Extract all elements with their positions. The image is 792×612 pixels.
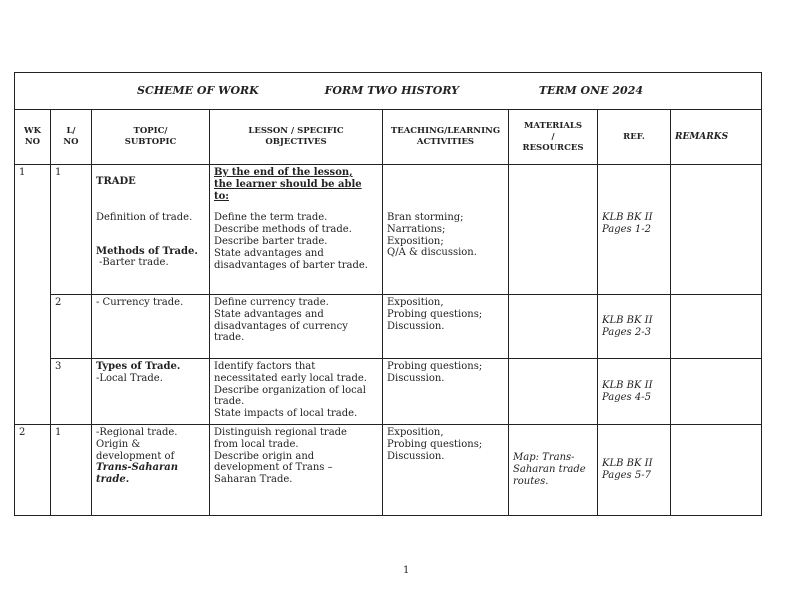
materials-cell: Map: Trans- Saharan trade routes. — [509, 425, 598, 516]
document-title — [15, 73, 762, 110]
title-scheme: SCHEME OF WORK — [137, 84, 259, 98]
header-ref: REF. — [598, 110, 671, 165]
remarks-cell — [671, 295, 762, 359]
lno-cell: 1 — [51, 425, 92, 516]
topic-cell: - Currency trade. — [92, 295, 210, 359]
objectives-cell: Define currency trade. State advantages and disadvantages of currency trade. — [210, 295, 383, 359]
materials-cell — [509, 165, 598, 295]
activities-cell: Exposition, Probing questions; Discussion. — [383, 295, 509, 359]
header-activities: TEACHING/LEARNING ACTIVITIES — [383, 110, 509, 165]
remarks-cell — [671, 359, 762, 425]
topic-cell: Types of Trade. -Local Trade. — [92, 359, 210, 425]
lno-cell: 2 — [51, 295, 92, 359]
header-row — [15, 110, 762, 165]
scheme-of-work-table — [14, 72, 762, 516]
materials-cell — [509, 295, 598, 359]
header-remarks: REMARKS — [671, 110, 762, 165]
ref-cell: KLB BK II Pages 1-2 — [598, 165, 671, 295]
activities-cell: Exposition, Probing questions; Discussion. — [383, 425, 509, 516]
topic-cell: TRADE Definition of trade. Methods of Trade. -Barter trade. — [92, 165, 210, 295]
activities-cell: Probing questions; Discussion. — [383, 359, 509, 425]
table-row — [15, 295, 762, 359]
remarks-cell — [671, 165, 762, 295]
ref-cell: KLB BK II Pages 4-5 — [598, 359, 671, 425]
title-form: FORM TWO HISTORY — [324, 84, 459, 98]
lno-cell: 1 — [51, 165, 92, 295]
header-topic: TOPIC/ SUBTOPIC — [92, 110, 210, 165]
title-row — [15, 73, 762, 110]
activities-cell: Bran storming; Narrations; Exposition; Q/A & discussion. — [383, 165, 509, 295]
lno-cell: 3 — [51, 359, 92, 425]
header-materials: MATERIALS / RESOURCES — [509, 110, 598, 165]
wk-cell: 2 — [15, 425, 51, 516]
header-lno: L/ NO — [51, 110, 92, 165]
remarks-cell — [671, 425, 762, 516]
table-row — [15, 359, 762, 425]
ref-cell: KLB BK II Pages 2-3 — [598, 295, 671, 359]
page-number: 1 — [403, 565, 410, 576]
header-wk: WK NO — [15, 110, 51, 165]
header-objectives: LESSON / SPECIFIC OBJECTIVES — [210, 110, 383, 165]
ref-cell: KLB BK II Pages 5-7 — [598, 425, 671, 516]
title-term: TERM ONE 2024 — [538, 84, 644, 98]
objectives-cell: Identify factors that necessitated early local trade. Describe organization of local trade. State impacts of local trade. — [210, 359, 383, 425]
table-row — [15, 425, 762, 516]
materials-cell — [509, 359, 598, 425]
topic-cell: -Regional trade. Origin & development of Trans-Saharan trade. — [92, 425, 210, 516]
objectives-cell: By the end of the lesson, the learner should be able to: Define the term trade. Describe methods of trade. Describe barter trade. State advantages and disadvantages of barter trade. — [210, 165, 383, 295]
objectives-cell: Distinguish regional trade from local trade. Describe origin and development of Trans – Saharan Trade. — [210, 425, 383, 516]
table-row — [15, 165, 762, 295]
wk-cell: 1 — [15, 165, 51, 425]
